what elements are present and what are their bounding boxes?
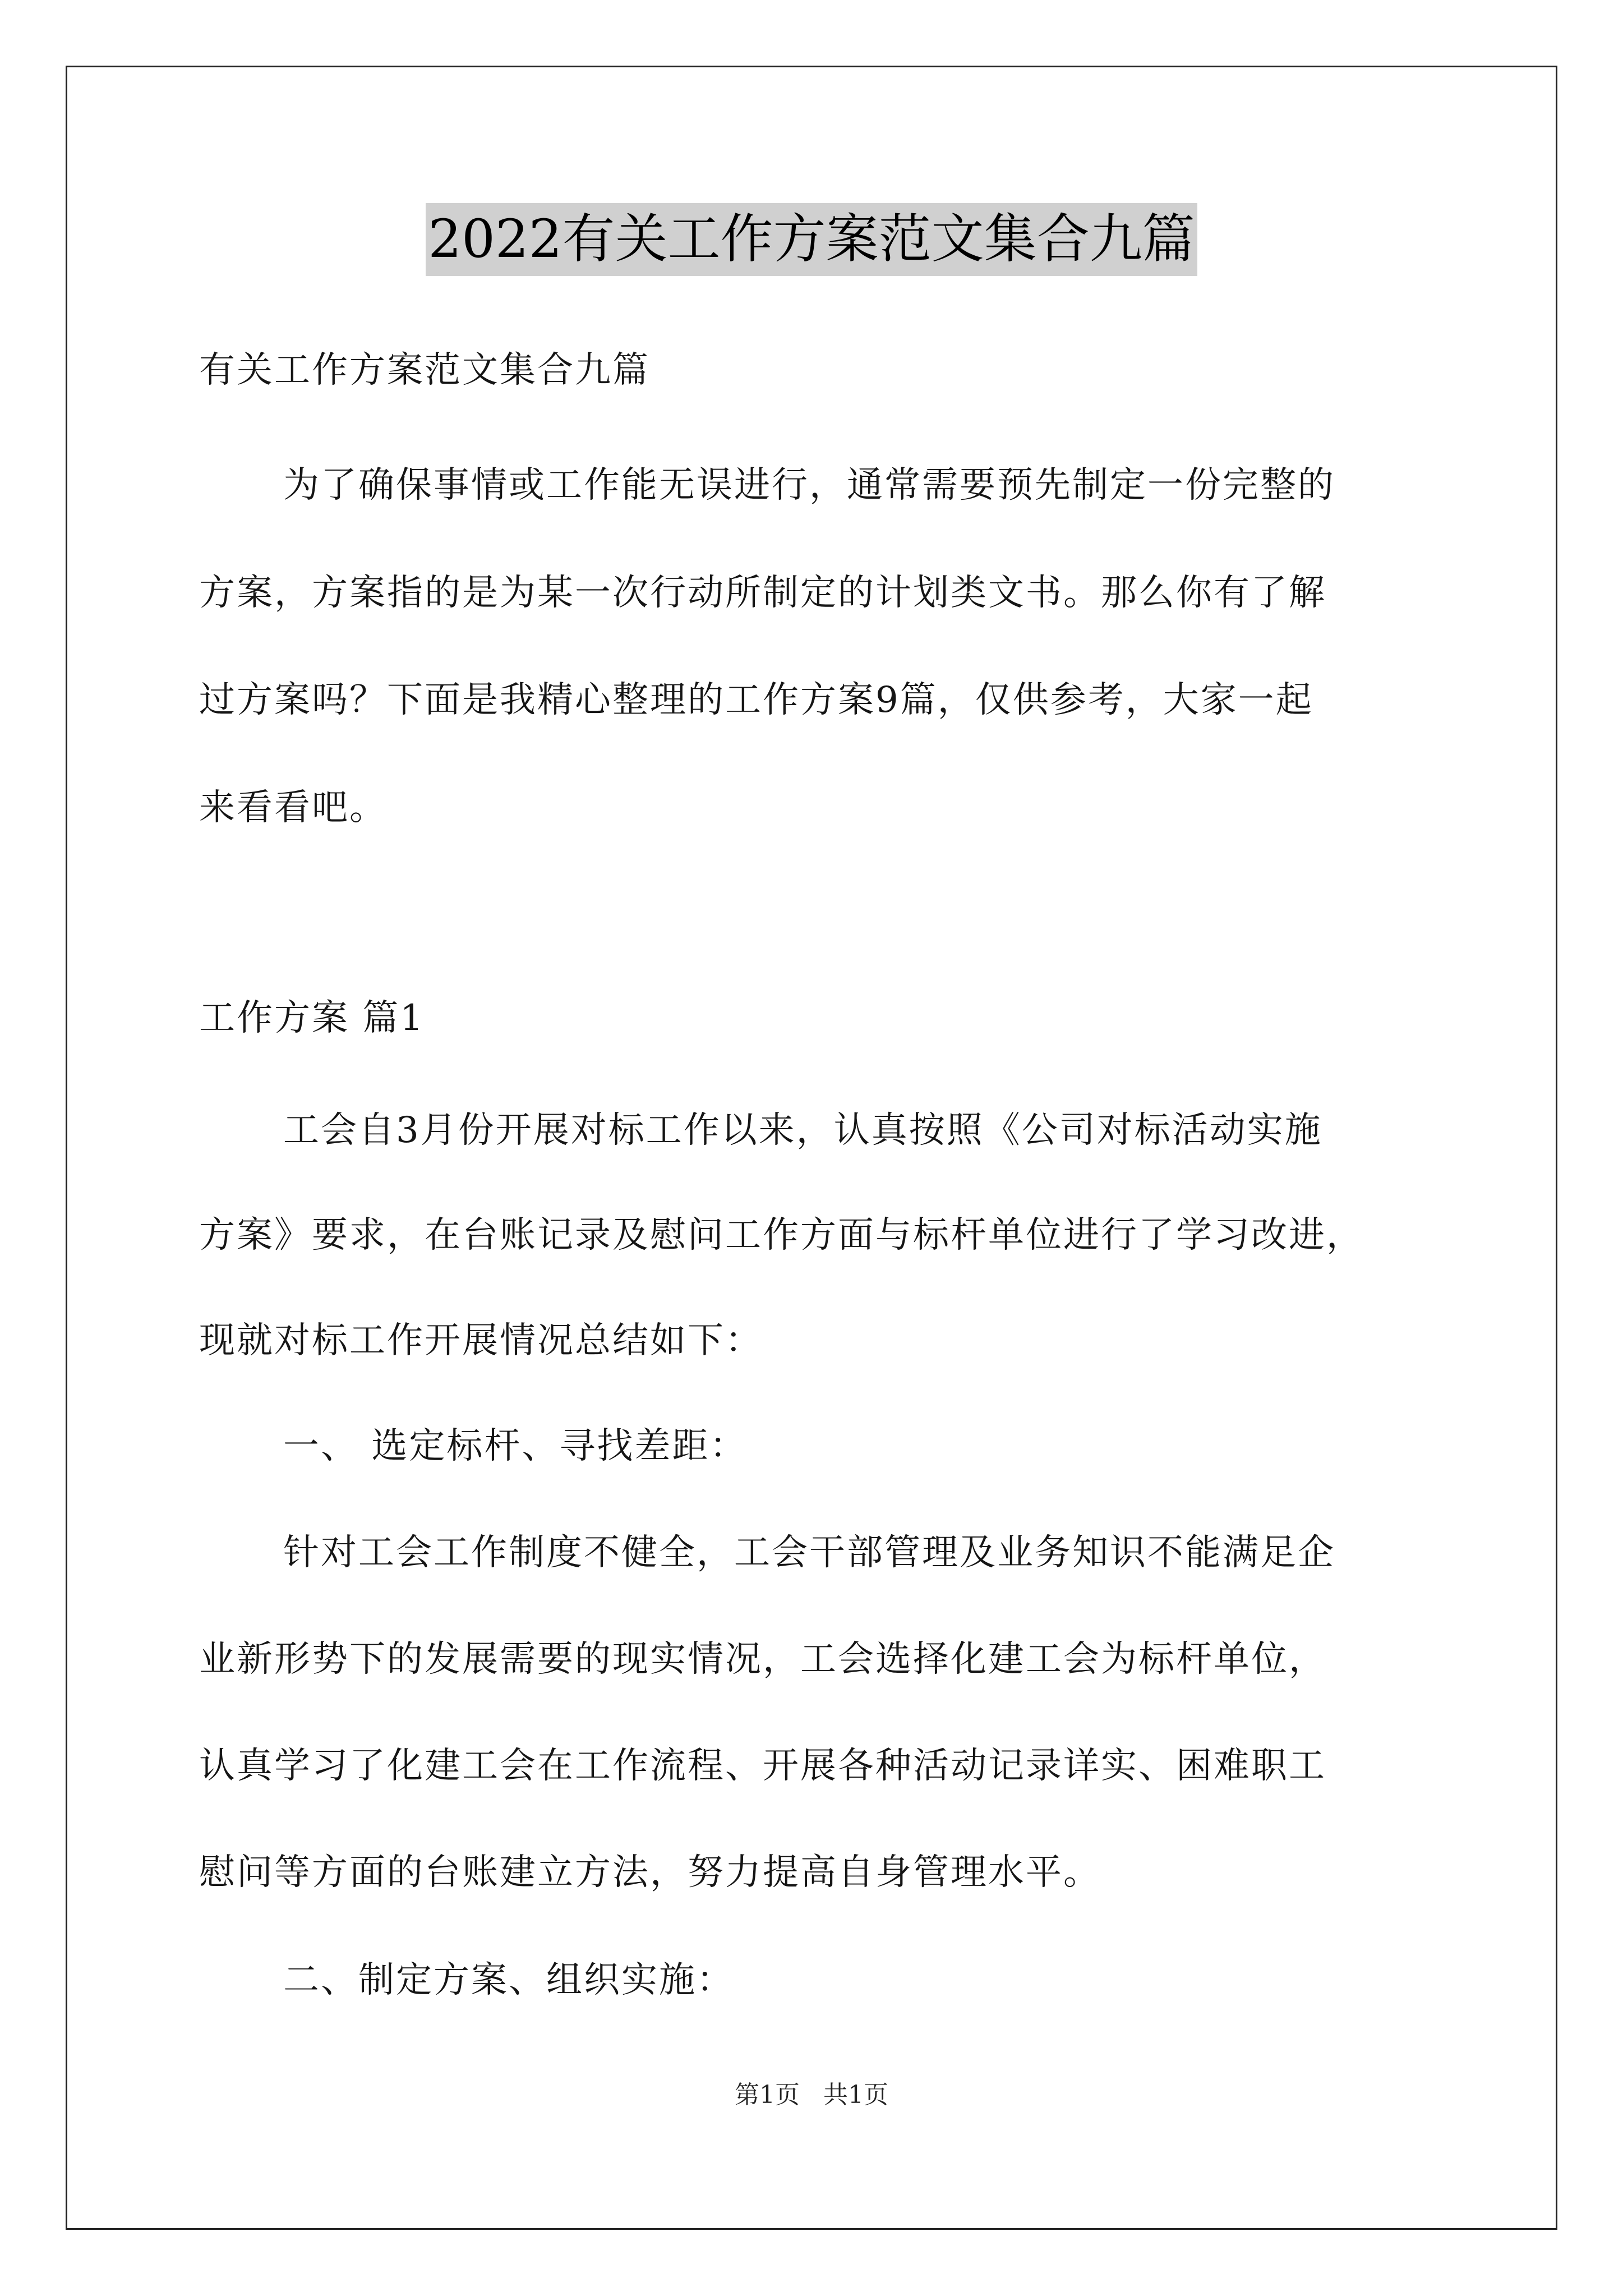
list-item-heading: 一、 选定标杆、寻找差距：	[283, 1425, 748, 1467]
paragraph-line: 过方案吗？下面是我精心整理的工作方案9篇，仅供参考，大家一起	[199, 679, 1313, 721]
title-container	[0, 203, 1623, 276]
paragraph-line: 工会自3月份开展对标工作以来，认真按照《公司对标活动实施	[283, 1110, 1322, 1151]
section-heading: 工作方案 篇1	[199, 997, 425, 1039]
paragraph-line: 方案》要求，在台账记录及慰问工作方面与标杆单位进行了学习改进，	[199, 1214, 1364, 1256]
paragraph-line: 针对工会工作制度不健全，工会干部管理及业务知识不能满足企	[283, 1532, 1335, 1573]
paragraph-line: 现就对标工作开展情况总结如下：	[199, 1320, 763, 1361]
paragraph-line: 认真学习了化建工会在工作流程、开展各种活动记录详实、困难职工	[199, 1745, 1326, 1787]
paragraph-line: 业新形势下的发展需要的现实情况，工会选择化建工会为标杆单位，	[199, 1639, 1326, 1680]
list-item-heading: 二、制定方案、组织实施：	[283, 1959, 734, 2001]
paragraph-line: 慰问等方面的台账建立方法，努力提高自身管理水平。	[199, 1852, 1101, 1893]
document-title: 2022有关工作方案范文集合九篇	[426, 203, 1197, 276]
paragraph-line: 为了确保事情或工作能无误进行，通常需要预先制定一份完整的	[283, 464, 1335, 506]
page-footer: 第1页 共1页	[735, 2081, 888, 2109]
subtitle-line: 有关工作方案范文集合九篇	[199, 349, 650, 391]
paragraph-line: 来看看吧。	[199, 787, 387, 829]
paragraph-line: 方案，方案指的是为某一次行动所制定的计划类文书。那么你有了解	[199, 572, 1326, 614]
